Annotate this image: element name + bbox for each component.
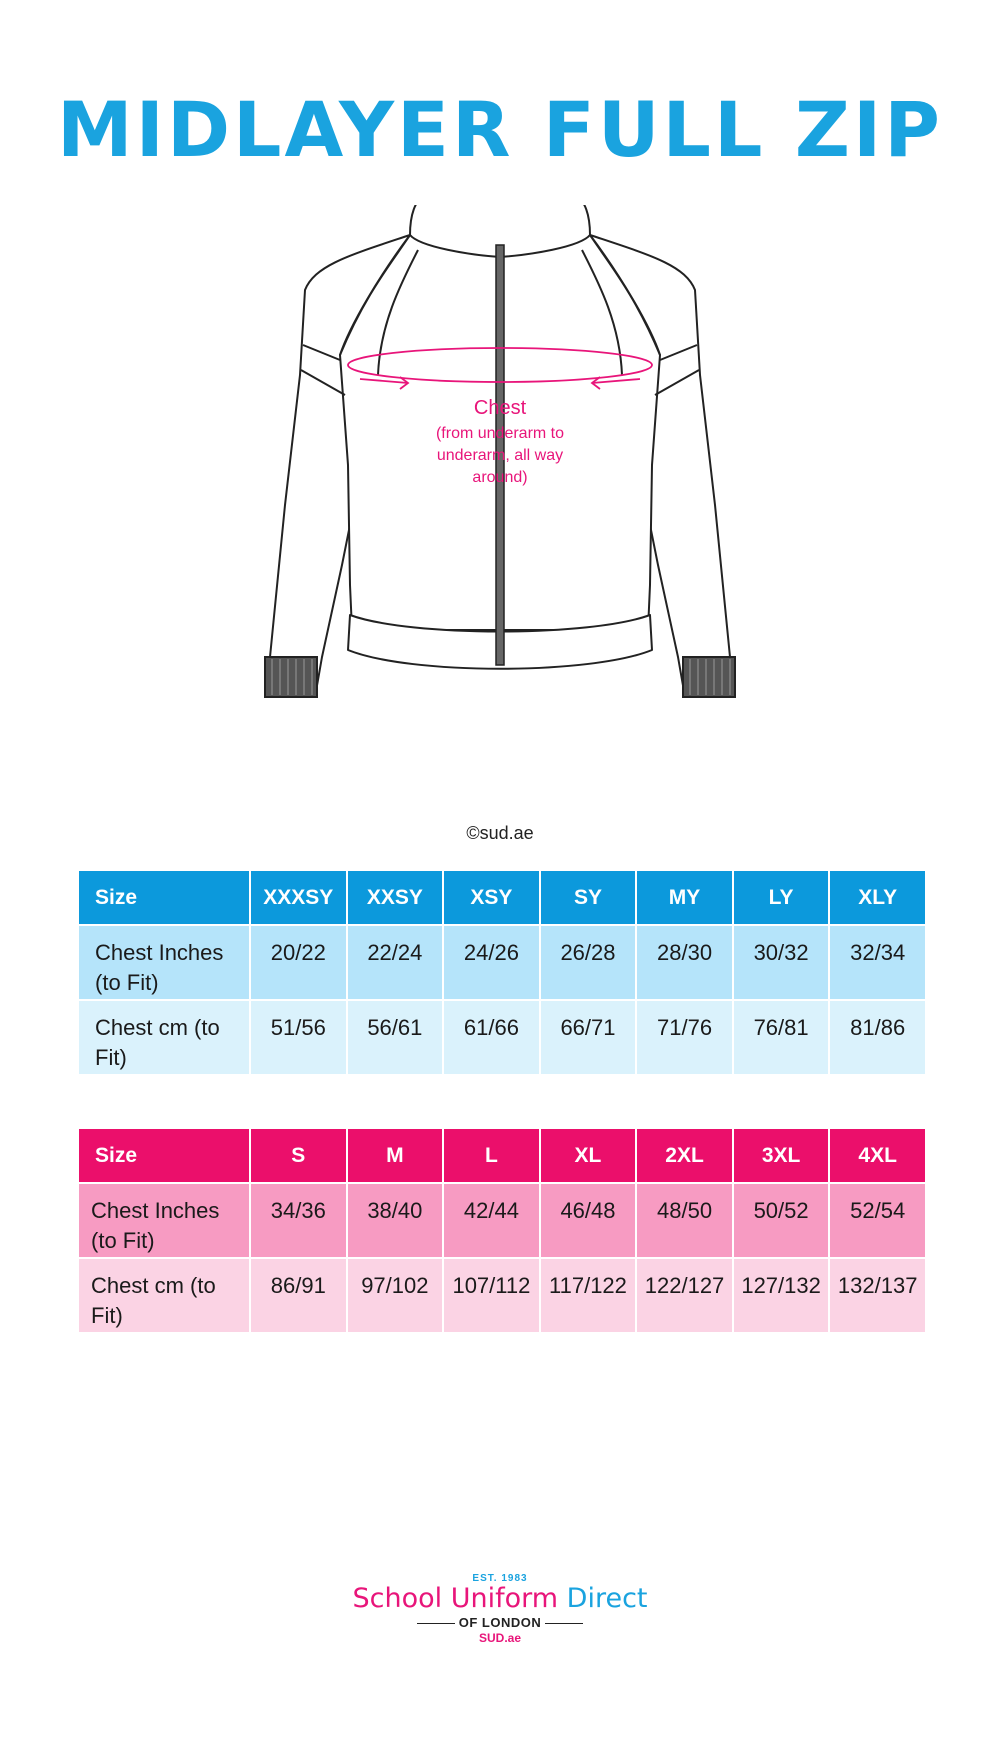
table-header-row xyxy=(79,871,925,924)
table-cell: 76/81 xyxy=(734,1001,829,1074)
header-cell: LY xyxy=(734,871,829,924)
header-cell: S xyxy=(251,1129,346,1182)
header-cell: L xyxy=(444,1129,539,1182)
header-cell: M xyxy=(348,1129,443,1182)
header-cell: Size xyxy=(79,1129,249,1182)
row-label: Chest cm (to Fit) xyxy=(79,1259,249,1332)
table-cell: 34/36 xyxy=(251,1184,346,1257)
copyright-notice: ©sud.ae xyxy=(466,823,534,843)
table-row xyxy=(79,1001,925,1074)
table-row xyxy=(79,1184,925,1257)
table-cell: 42/44 xyxy=(444,1184,539,1257)
logo-site xyxy=(300,1631,700,1645)
table-cell: 132/137 xyxy=(830,1259,925,1332)
chest-note-line-3: around) xyxy=(472,469,528,486)
logo-brand-name xyxy=(300,1584,700,1614)
table-cell: 122/127 xyxy=(637,1259,732,1332)
table-cell: 22/24 xyxy=(348,926,443,999)
table-cell: 117/122 xyxy=(541,1259,636,1332)
table-cell: 97/102 xyxy=(348,1259,443,1332)
table-cell: 107/112 xyxy=(444,1259,539,1332)
row-label: Chest Inches (to Fit) xyxy=(79,926,249,999)
table-cell: 50/52 xyxy=(734,1184,829,1257)
header-cell: XXSY xyxy=(348,871,443,924)
table-cell: 32/34 xyxy=(830,926,925,999)
table-header-row xyxy=(79,1129,925,1182)
table-cell: 71/76 xyxy=(637,1001,732,1074)
header-cell: XSY xyxy=(444,871,539,924)
header-cell: XLY xyxy=(830,871,925,924)
table-cell: 86/91 xyxy=(251,1259,346,1332)
header-cell: Size xyxy=(79,871,249,924)
header-cell: 4XL xyxy=(830,1129,925,1182)
row-label: Chest cm (to Fit) xyxy=(79,1001,249,1074)
logo-word-uniform: Uniform xyxy=(450,1583,559,1614)
table-cell: 56/61 xyxy=(348,1001,443,1074)
adult-size-table xyxy=(77,1127,927,1334)
chest-label: Chest xyxy=(473,397,527,419)
table-cell: 26/28 xyxy=(541,926,636,999)
jacket-diagram xyxy=(260,205,740,785)
chest-note-line-2: underarm, all way xyxy=(436,447,564,464)
header-cell: SY xyxy=(541,871,636,924)
row-label: Chest Inches (to Fit) xyxy=(79,1184,249,1257)
table-cell: 52/54 xyxy=(830,1184,925,1257)
logo-est: EST. 1983 xyxy=(472,1573,528,1584)
logo-site-sud: SUD xyxy=(478,1630,505,1645)
table-cell: 48/50 xyxy=(637,1184,732,1257)
logo-word-direct: Direct xyxy=(566,1583,648,1614)
header-cell: XL xyxy=(541,1129,636,1182)
table-row xyxy=(79,1259,925,1332)
table-cell: 46/48 xyxy=(541,1184,636,1257)
youth-size-table xyxy=(77,869,927,1076)
chest-note-line-1: (from underarm to xyxy=(435,425,565,442)
header-cell: 2XL xyxy=(637,1129,732,1182)
page-title: MIDLAYER FULL ZIP xyxy=(57,85,943,174)
logo-site-ae: .ae xyxy=(504,1630,522,1645)
table-cell: 61/66 xyxy=(444,1001,539,1074)
table-cell: 20/22 xyxy=(251,926,346,999)
logo-word-school: School xyxy=(352,1583,443,1614)
table-cell: 51/56 xyxy=(251,1001,346,1074)
table-cell: 127/132 xyxy=(734,1259,829,1332)
table-cell: 81/86 xyxy=(830,1001,925,1074)
table-cell: 30/32 xyxy=(734,926,829,999)
divider xyxy=(545,1623,583,1624)
table-cell: 38/40 xyxy=(348,1184,443,1257)
header-cell: 3XL xyxy=(734,1129,829,1182)
table-cell: 28/30 xyxy=(637,926,732,999)
logo-of-london: OF LONDON xyxy=(458,1614,542,1630)
divider xyxy=(417,1623,455,1624)
logo-subtitle xyxy=(300,1615,700,1630)
table-cell: 24/26 xyxy=(444,926,539,999)
table-row xyxy=(79,926,925,999)
brand-logo xyxy=(300,1573,700,1673)
header-cell: XXXSY xyxy=(251,871,346,924)
header-cell: MY xyxy=(637,871,732,924)
table-cell: 66/71 xyxy=(541,1001,636,1074)
